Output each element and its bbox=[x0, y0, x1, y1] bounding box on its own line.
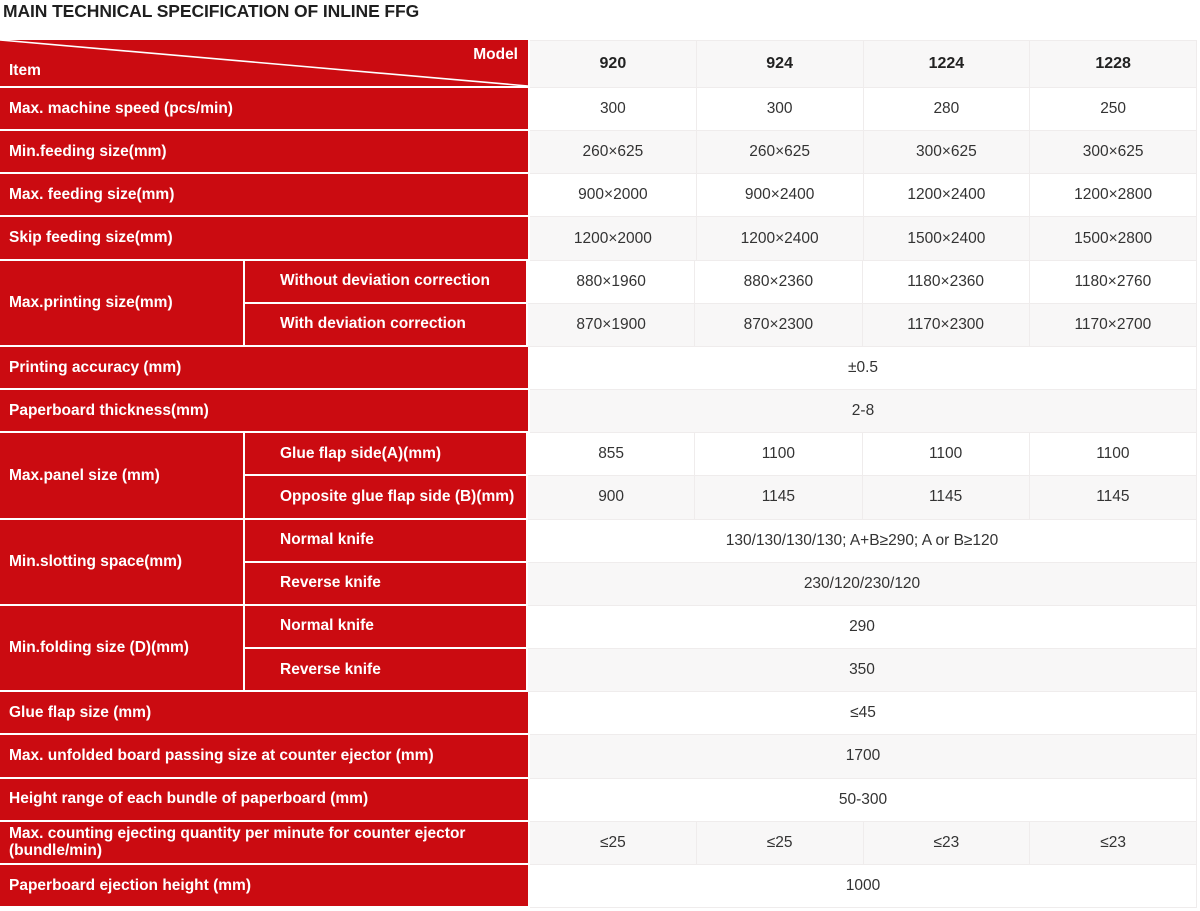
value-cell: 1145 bbox=[862, 476, 1029, 518]
spanned-value-cell: 50-300 bbox=[838, 790, 888, 808]
spec-row-bundle-height-range bbox=[0, 779, 1197, 822]
sub-label: Normal knife bbox=[245, 606, 526, 649]
row-label-text: Max. counting ejecting quantity per minute for counter ejector (bundle/min) bbox=[9, 824, 466, 860]
spec-row-max-panel-size bbox=[0, 433, 1197, 519]
sub-label: Without deviation correction bbox=[245, 261, 526, 304]
row-label-text: Min.feeding size(mm) bbox=[9, 143, 167, 161]
model-header-label: Model bbox=[473, 46, 518, 63]
spec-row-glue-flap-size bbox=[0, 692, 1197, 735]
spanned-value-cell: 130/130/130/130; A+B≥290; A or B≥120 bbox=[725, 531, 999, 549]
row-label bbox=[0, 217, 530, 260]
value-cell: 1200×2400 bbox=[863, 174, 1030, 216]
group-label-text: Min.folding size (D)(mm) bbox=[9, 639, 189, 657]
row-label bbox=[0, 822, 530, 865]
row-label-text: Height range of each bundle of paperboard (mm) bbox=[9, 790, 369, 808]
value-cell: 300×625 bbox=[1029, 131, 1196, 173]
value-cell: 260×625 bbox=[582, 143, 644, 161]
value-cell: 1170×2300 bbox=[862, 304, 1029, 346]
sub-label: Normal knife bbox=[245, 520, 526, 563]
row-label-text: Glue flap size (mm) bbox=[9, 704, 152, 722]
group-values bbox=[528, 520, 1197, 606]
value-cell: 1100 bbox=[862, 433, 1029, 475]
value-cell: ≤25 bbox=[696, 822, 863, 864]
spec-row-unfolded-board-passing bbox=[0, 735, 1197, 778]
row-values bbox=[528, 476, 1197, 519]
value-cell: 1100 bbox=[1029, 433, 1196, 475]
row-label-text: Max. feeding size(mm) bbox=[9, 186, 175, 204]
row-label bbox=[0, 390, 530, 433]
row-label-text: Printing accuracy (mm) bbox=[9, 358, 182, 376]
row-values bbox=[528, 649, 1197, 692]
spanned-value-cell: 1000 bbox=[845, 876, 881, 894]
value-cell: 1145 bbox=[694, 476, 861, 518]
row-label bbox=[0, 131, 530, 174]
group-label-text: Max.printing size(mm) bbox=[9, 294, 173, 312]
value-cell: 250 bbox=[1029, 88, 1196, 130]
row-values bbox=[530, 217, 1197, 260]
spanned-value-cell: 350 bbox=[849, 661, 875, 679]
row-values bbox=[530, 88, 1197, 131]
sub-label: Opposite glue flap side (B)(mm) bbox=[245, 476, 526, 519]
group-label bbox=[0, 433, 245, 519]
row-values bbox=[530, 692, 1197, 735]
row-label-text: Paperboard thickness(mm) bbox=[9, 401, 209, 419]
spanned-value-cell: 290 bbox=[849, 617, 875, 635]
sub-label: Glue flap side(A)(mm) bbox=[245, 433, 526, 476]
row-values bbox=[530, 865, 1197, 908]
row-values bbox=[528, 433, 1197, 476]
model-columns bbox=[530, 40, 1197, 88]
row-values bbox=[528, 606, 1197, 649]
spanned-value-cell: 2-8 bbox=[851, 402, 875, 420]
row-values bbox=[530, 347, 1197, 390]
item-model-header-cell bbox=[0, 40, 530, 88]
spec-row-counting-ejecting-quantity bbox=[0, 822, 1197, 865]
group-values bbox=[528, 261, 1197, 347]
value-cell: 260×625 bbox=[696, 131, 863, 173]
value-cell: ≤23 bbox=[1029, 822, 1196, 864]
model-column-header: 1228 bbox=[1029, 41, 1196, 87]
value-cell: 1145 bbox=[1029, 476, 1196, 518]
model-column-header: 1224 bbox=[863, 41, 1030, 87]
row-label bbox=[0, 347, 530, 390]
value-cell: 900×2000 bbox=[578, 186, 648, 204]
value-cell: 880×2360 bbox=[694, 261, 861, 303]
sub-label: Reverse knife bbox=[245, 563, 526, 606]
group-sublabels bbox=[245, 261, 528, 347]
group-label-text: Min.slotting space(mm) bbox=[9, 553, 183, 571]
value-cell: 1180×2760 bbox=[1029, 261, 1196, 303]
value-cell: 300 bbox=[599, 100, 626, 118]
row-label-text: Skip feeding size(mm) bbox=[9, 229, 173, 247]
item-header-label: Item bbox=[9, 62, 41, 79]
row-label bbox=[0, 692, 530, 735]
group-label bbox=[0, 520, 245, 606]
value-cell: ≤23 bbox=[863, 822, 1030, 864]
spanned-value-cell: ±0.5 bbox=[847, 359, 879, 377]
value-cell: 900 bbox=[598, 488, 625, 506]
group-values bbox=[528, 606, 1197, 692]
row-values bbox=[528, 261, 1197, 304]
spec-table bbox=[0, 40, 1197, 908]
spec-row-max-feeding bbox=[0, 174, 1197, 217]
value-cell: 1500×2400 bbox=[863, 217, 1030, 259]
spec-row-skip-feeding bbox=[0, 217, 1197, 260]
spec-row-min-feeding bbox=[0, 131, 1197, 174]
value-cell: 870×1900 bbox=[576, 315, 646, 333]
model-column-header: 924 bbox=[696, 41, 863, 87]
sub-label: With deviation correction bbox=[245, 304, 526, 347]
row-label bbox=[0, 174, 530, 217]
value-cell: 1170×2700 bbox=[1029, 304, 1196, 346]
group-values bbox=[528, 433, 1197, 519]
value-cell: ≤25 bbox=[600, 833, 626, 851]
row-values bbox=[530, 779, 1197, 822]
row-values bbox=[530, 174, 1197, 217]
diagonal-divider bbox=[0, 40, 528, 86]
spec-row-max-printing-size bbox=[0, 261, 1197, 347]
row-label-text: Max. unfolded board passing size at counter ejector (mm) bbox=[9, 747, 434, 765]
row-label-text: Max. machine speed (pcs/min) bbox=[9, 99, 233, 117]
spanned-value-cell: ≤45 bbox=[850, 704, 876, 722]
value-cell: 1200×2800 bbox=[1029, 174, 1196, 216]
value-cell: 855 bbox=[598, 445, 625, 463]
value-cell: 900×2400 bbox=[696, 174, 863, 216]
spec-row-header bbox=[0, 40, 1197, 88]
row-values bbox=[528, 304, 1197, 347]
spec-row-min-slotting-space bbox=[0, 520, 1197, 606]
group-label bbox=[0, 261, 245, 347]
row-label-text: Paperboard ejection height (mm) bbox=[9, 876, 252, 894]
value-cell: 1200×2000 bbox=[573, 229, 652, 247]
spanned-value-cell: 230/120/230/120 bbox=[803, 574, 921, 592]
row-values bbox=[530, 822, 1197, 865]
row-values bbox=[528, 563, 1197, 606]
row-values bbox=[530, 131, 1197, 174]
value-cell: 1200×2400 bbox=[696, 217, 863, 259]
page-title: MAIN TECHNICAL SPECIFICATION OF INLINE FFG bbox=[3, 1, 420, 21]
value-cell: 300×625 bbox=[863, 131, 1030, 173]
value-cell: 1100 bbox=[694, 433, 861, 475]
spec-row-machine-speed bbox=[0, 88, 1197, 131]
group-sublabels bbox=[245, 520, 528, 606]
spec-row-paperboard-ejection-height bbox=[0, 865, 1197, 908]
value-cell: 880×1960 bbox=[576, 272, 646, 290]
value-cell: 1500×2800 bbox=[1029, 217, 1196, 259]
value-cell: 1180×2360 bbox=[862, 261, 1029, 303]
spanned-value-cell: 1700 bbox=[845, 747, 881, 765]
value-cell: 280 bbox=[863, 88, 1030, 130]
row-label bbox=[0, 865, 530, 908]
row-label bbox=[0, 779, 530, 822]
row-values bbox=[530, 735, 1197, 778]
group-label-text: Max.panel size (mm) bbox=[9, 466, 160, 484]
model-column-header: 920 bbox=[599, 55, 627, 72]
spec-row-min-folding-size bbox=[0, 606, 1197, 692]
row-values bbox=[528, 520, 1197, 563]
spec-row-paperboard-thickness bbox=[0, 390, 1197, 433]
group-sublabels bbox=[245, 606, 528, 692]
value-cell: 300 bbox=[696, 88, 863, 130]
spec-row-printing-accuracy bbox=[0, 347, 1197, 390]
row-label bbox=[0, 88, 530, 131]
sub-label: Reverse knife bbox=[245, 649, 526, 692]
group-sublabels bbox=[245, 433, 528, 519]
row-values bbox=[530, 390, 1197, 433]
row-label bbox=[0, 735, 530, 778]
value-cell: 870×2300 bbox=[694, 304, 861, 346]
group-label bbox=[0, 606, 245, 692]
